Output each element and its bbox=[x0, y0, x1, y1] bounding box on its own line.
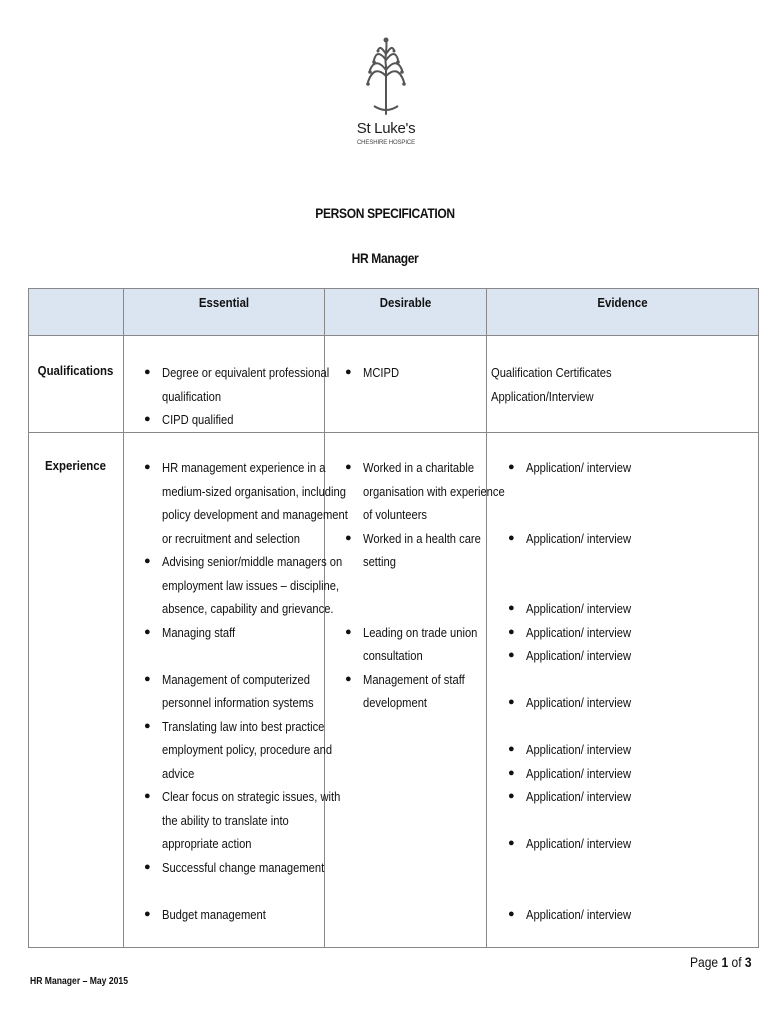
qualifications-essential bbox=[144, 361, 356, 432]
list-item: medium-sized organisation, including bbox=[162, 483, 346, 499]
footer-text: HR Manager – May 2015 bbox=[30, 976, 128, 987]
list-item: ● Management of staff bbox=[363, 668, 528, 692]
table-border-left bbox=[28, 288, 29, 948]
list-item: personnel information systems bbox=[162, 695, 314, 710]
fountain-logo-icon bbox=[366, 36, 406, 116]
list-item: ● Application/ interview bbox=[526, 903, 648, 927]
list-item: consultation bbox=[363, 648, 423, 663]
list-item: ● Application/ interview bbox=[526, 527, 648, 551]
list-item: ● Application/ interview bbox=[526, 621, 648, 645]
bullet-icon: ● bbox=[345, 531, 352, 544]
table-divider bbox=[28, 335, 759, 336]
list-item: ● CIPD qualified bbox=[162, 408, 356, 432]
list-item: ● Worked in a health care bbox=[363, 527, 528, 551]
bullet-icon: ● bbox=[508, 461, 515, 473]
list-item: ● Application/ interview bbox=[526, 832, 648, 856]
list-item: employment policy, procedure and bbox=[162, 742, 333, 757]
list-item: ● Worked in a charitable bbox=[363, 456, 528, 480]
list-item bbox=[363, 597, 528, 621]
table-divider bbox=[28, 432, 759, 433]
header-evidence: Evidence bbox=[597, 295, 648, 310]
bullet-icon: ● bbox=[345, 672, 352, 685]
list-item: development bbox=[363, 695, 428, 710]
logo-subtitle: CHESHIRE HOSPICE bbox=[356, 140, 416, 146]
list-item: qualification bbox=[162, 388, 222, 404]
list-item bbox=[363, 574, 528, 598]
list-item: absence, capability and grievance. bbox=[162, 601, 334, 616]
bullet-icon: ● bbox=[345, 625, 352, 638]
bullet-icon: ● bbox=[144, 461, 151, 473]
table-border-top bbox=[28, 288, 759, 289]
bullet-icon: ● bbox=[508, 649, 515, 661]
experience-evidence bbox=[508, 456, 648, 926]
list-item bbox=[162, 644, 378, 668]
list-item: or recruitment and selection bbox=[162, 530, 300, 546]
bullet-icon: ● bbox=[508, 696, 515, 708]
row-label-experience: Experience bbox=[44, 458, 107, 473]
list-item: policy development and management bbox=[162, 507, 348, 522]
row-label-qualifications: Qualifications bbox=[37, 363, 114, 378]
list-item: ● Clear focus on strategic issues, with bbox=[162, 785, 378, 809]
bullet-icon: ● bbox=[508, 837, 515, 849]
header-essential: Essential bbox=[198, 295, 250, 310]
bullet-icon: ● bbox=[345, 366, 352, 378]
list-item: ● Successful change management bbox=[162, 856, 378, 880]
list-item: ● HR management experience in a bbox=[162, 456, 378, 480]
list-item: organisation with experience bbox=[363, 483, 505, 499]
bullet-icon: ● bbox=[144, 719, 151, 732]
list-item: ● Management of computerized bbox=[162, 668, 378, 692]
list-item: ● Budget management bbox=[162, 903, 378, 927]
table-column-divider bbox=[123, 288, 124, 948]
experience-desirable bbox=[345, 456, 528, 715]
list-item: ● Translating law into best practice bbox=[162, 715, 378, 739]
bullet-icon: ● bbox=[508, 531, 515, 544]
bullet-icon: ● bbox=[144, 555, 151, 567]
bullet-icon: ● bbox=[144, 672, 151, 685]
bullet-icon: ● bbox=[508, 907, 515, 920]
list-item: ● Advising senior/middle managers on bbox=[162, 550, 378, 574]
document-title: PERSON SPECIFICATION bbox=[315, 205, 455, 221]
list-item: ● Application/ interview bbox=[526, 691, 648, 715]
bullet-icon: ● bbox=[508, 743, 515, 755]
list-item: ● Application/ interview bbox=[526, 644, 648, 668]
table-border-bottom bbox=[28, 947, 759, 948]
list-item: the ability to translate into bbox=[162, 812, 289, 828]
bullet-icon: ● bbox=[508, 602, 515, 614]
bullet-icon: ● bbox=[144, 413, 151, 425]
page-number: Page 1 of 3 bbox=[690, 954, 752, 970]
list-item: ● Application/ interview bbox=[526, 456, 648, 480]
list-item: ● Application/ interview bbox=[526, 738, 648, 762]
header-desirable: Desirable bbox=[379, 295, 432, 310]
bullet-icon: ● bbox=[144, 860, 151, 873]
list-item bbox=[162, 879, 378, 903]
list-item: ● Managing staff bbox=[162, 621, 378, 645]
list-item: ● Application/ interview bbox=[526, 785, 648, 809]
bullet-icon: ● bbox=[144, 625, 151, 638]
bullet-icon: ● bbox=[144, 790, 151, 802]
bullet-icon: ● bbox=[508, 790, 515, 802]
bullet-icon: ● bbox=[144, 366, 151, 378]
list-item: ● MCIPD bbox=[363, 361, 405, 385]
person-spec-table bbox=[28, 288, 759, 948]
list-item: ● Application/ interview bbox=[526, 597, 648, 621]
list-item: advice bbox=[162, 765, 195, 781]
logo-name: St Luke's bbox=[356, 120, 416, 137]
bullet-icon: ● bbox=[508, 766, 515, 779]
list-item: appropriate action bbox=[162, 836, 252, 851]
st-lukes-logo bbox=[350, 36, 422, 158]
table-border-right bbox=[758, 288, 759, 948]
list-item: setting bbox=[363, 554, 396, 569]
bullet-icon: ● bbox=[345, 461, 352, 473]
list-item: ● Leading on trade union bbox=[363, 621, 528, 645]
document-subtitle: HR Manager bbox=[351, 250, 419, 266]
list-item: of volunteers bbox=[363, 507, 428, 522]
qualifications-evidence: Qualification Certificates Application/Interview bbox=[491, 365, 612, 404]
bullet-icon: ● bbox=[144, 907, 151, 920]
list-item: employment law issues – discipline, bbox=[162, 577, 340, 593]
bullet-icon: ● bbox=[508, 625, 515, 638]
list-item: ● Application/ interview bbox=[526, 762, 648, 786]
list-item: ● Degree or equivalent professional bbox=[162, 361, 356, 385]
qualifications-desirable bbox=[345, 361, 405, 385]
